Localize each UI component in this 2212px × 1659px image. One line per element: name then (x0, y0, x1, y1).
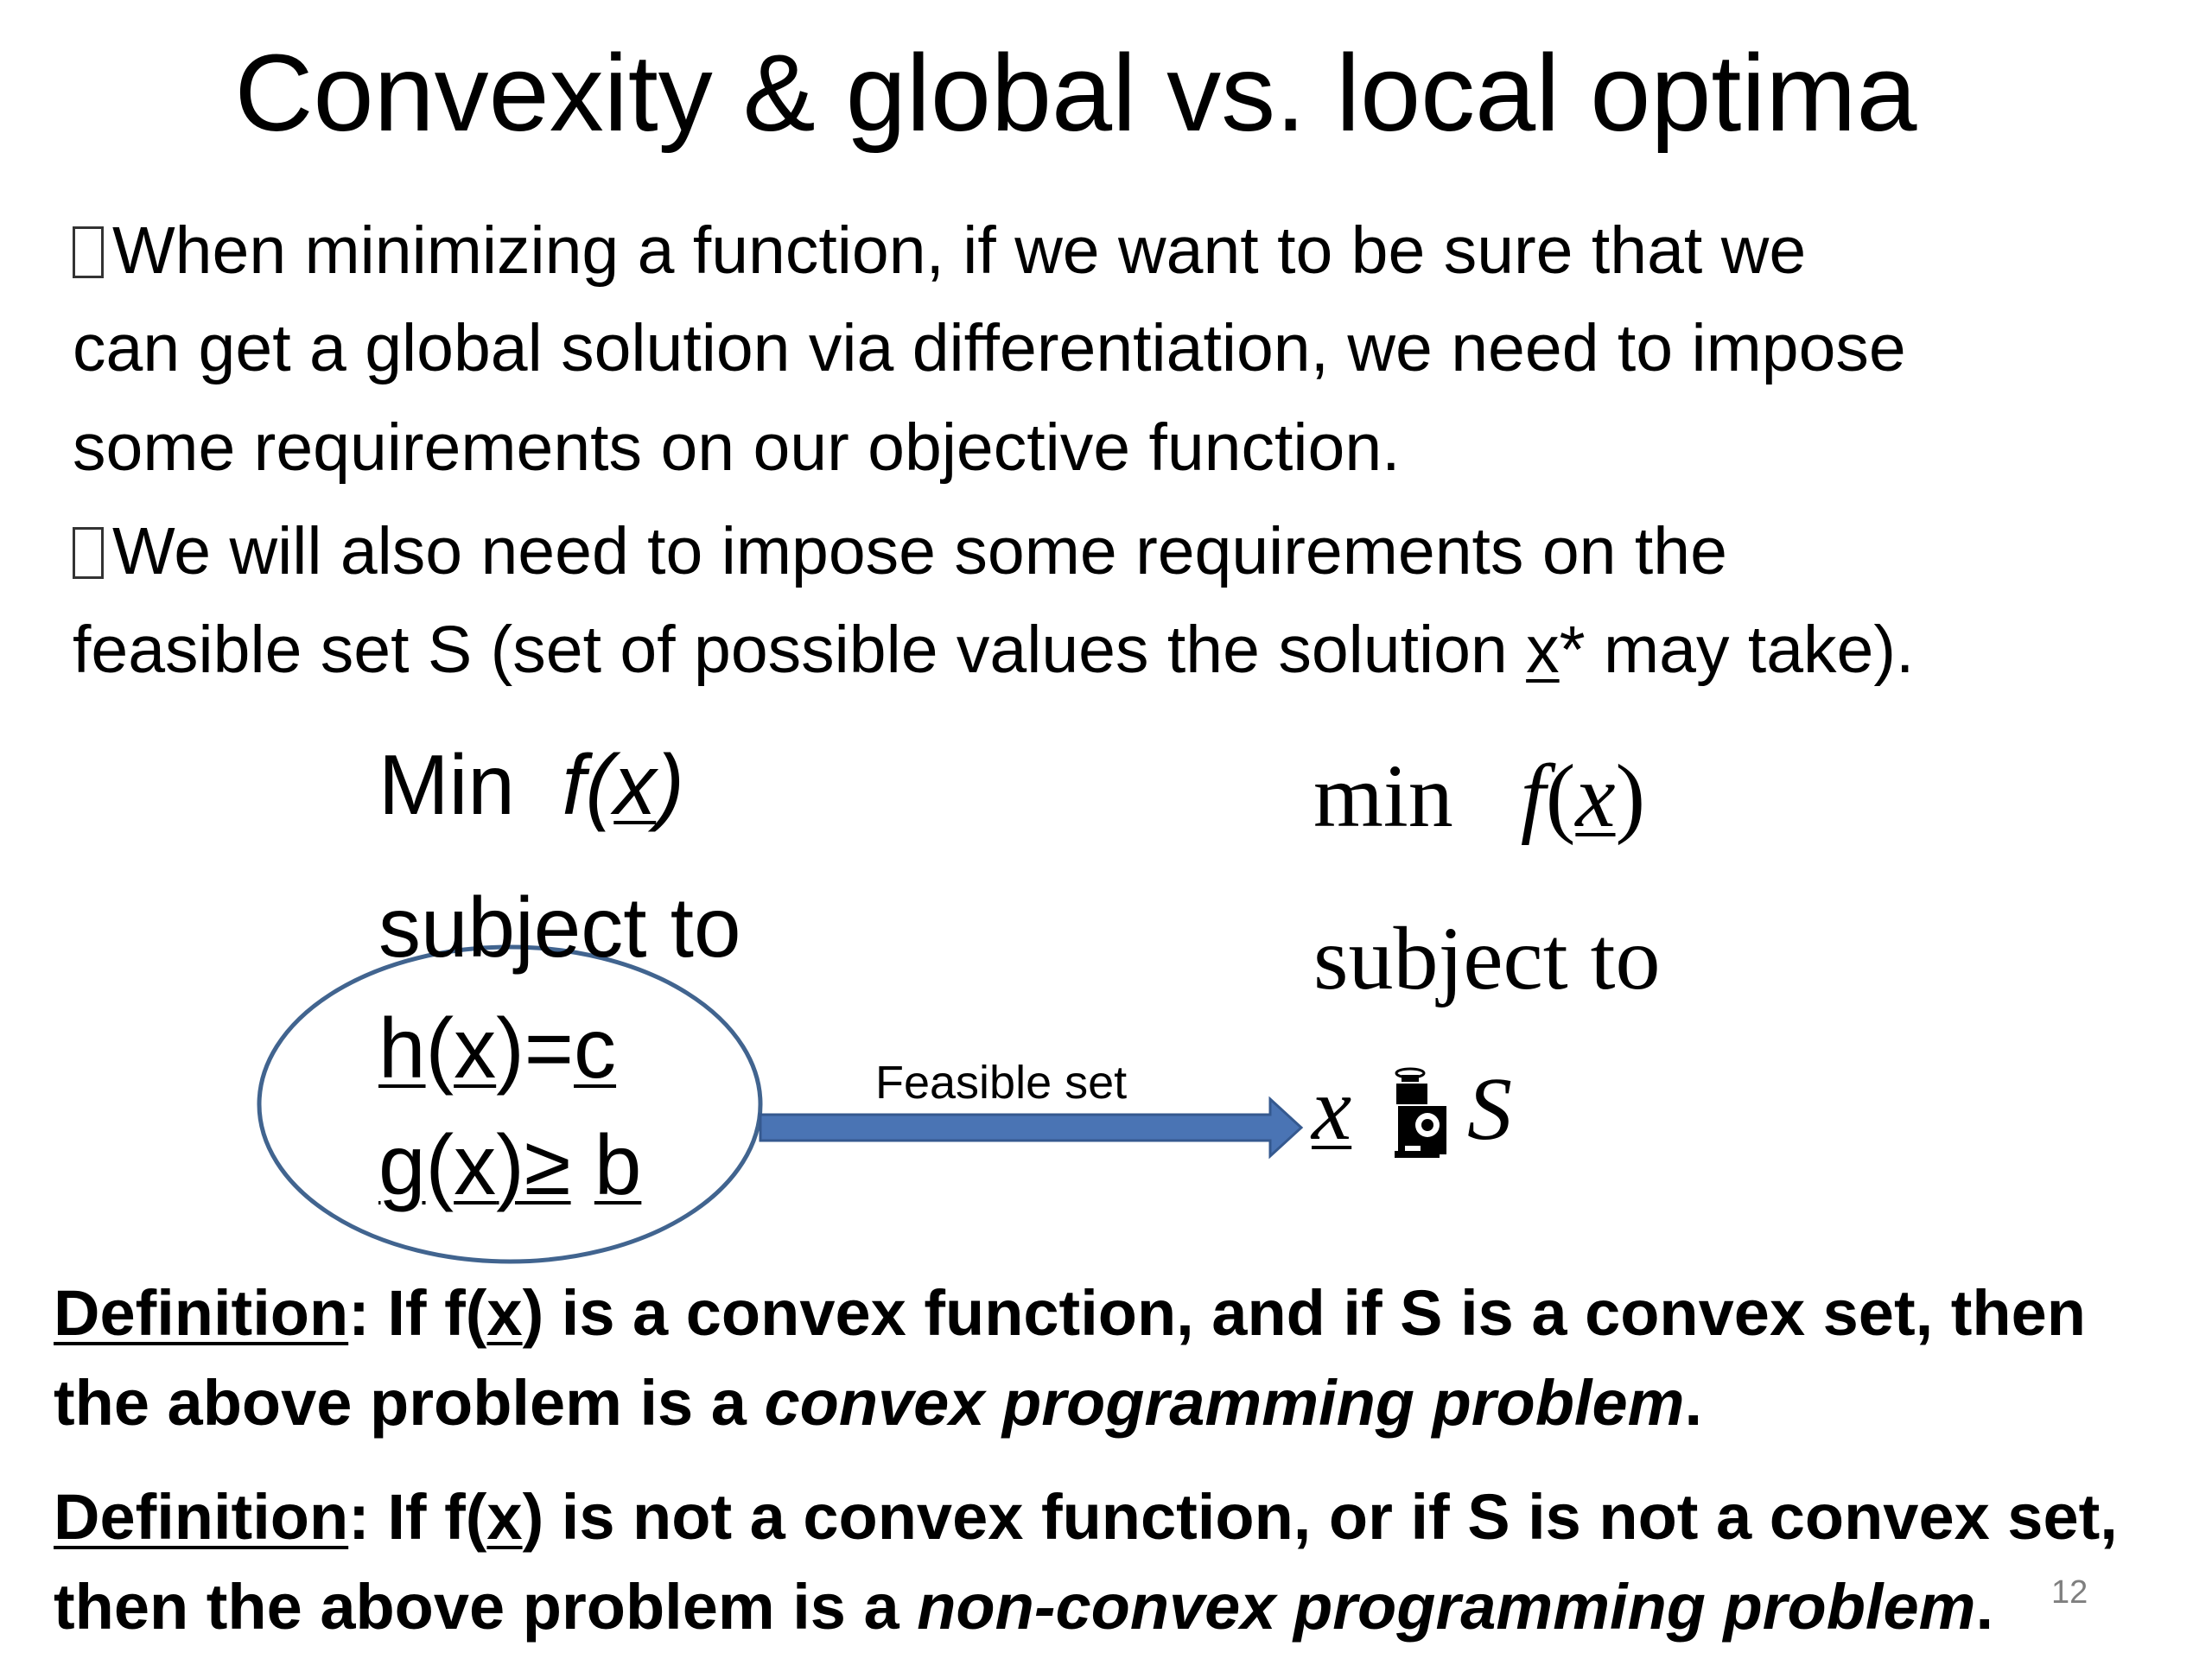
bullet-icon (73, 226, 104, 278)
page-number: 12 (2051, 1574, 2088, 1611)
membership-constraint-x: x (1312, 1059, 1352, 1159)
bullet-2-line-1 (73, 512, 1727, 591)
left-subject-to: subject to (378, 880, 741, 975)
inequality-constraint: g(x)≥ b (378, 1117, 642, 1212)
bullet-icon (73, 527, 104, 579)
membership-symbol-icon (1395, 1069, 1446, 1158)
arrow-label: Feasible set (875, 1057, 1128, 1109)
definition-1-line-1: Definition: If f(x) is a convex function, and if S is a convex set, then (54, 1277, 2086, 1349)
definition-1-line-2: the above problem is a convex programming problem. (54, 1367, 1703, 1439)
left-objective: Min f(x) (378, 737, 684, 832)
right-objective: min f(x) (1313, 747, 1646, 846)
bullet-1-line-3: some requirements on our objective function. (73, 410, 1401, 485)
bullet-1-line-1 (73, 211, 1806, 290)
right-subject-to: subject to (1313, 909, 1661, 1008)
bullet-2-line-2: feasible set S (set of possible values the solution x* may take). (73, 613, 1915, 687)
bullet-1-line-2: can get a global solution via differentiation, we need to impose (73, 311, 1906, 385)
slide-title: Convexity & global vs. local optima (234, 32, 1917, 154)
bullet-text: We will also need to impose some requirements on the (112, 514, 1727, 588)
membership-constraint-set: S (1467, 1059, 1512, 1159)
bullet-text: When minimizing a function, if we want to be sure that we (112, 213, 1807, 288)
vector-x: x (1526, 613, 1560, 687)
definition-2-line-1: Definition: If f(x) is not a convex function, or if S is not a convex set, (54, 1481, 2118, 1553)
equality-constraint: h(x)=c (378, 1001, 617, 1096)
definition-2-line-2: then the above problem is a non-convex programming problem. (54, 1571, 1994, 1643)
